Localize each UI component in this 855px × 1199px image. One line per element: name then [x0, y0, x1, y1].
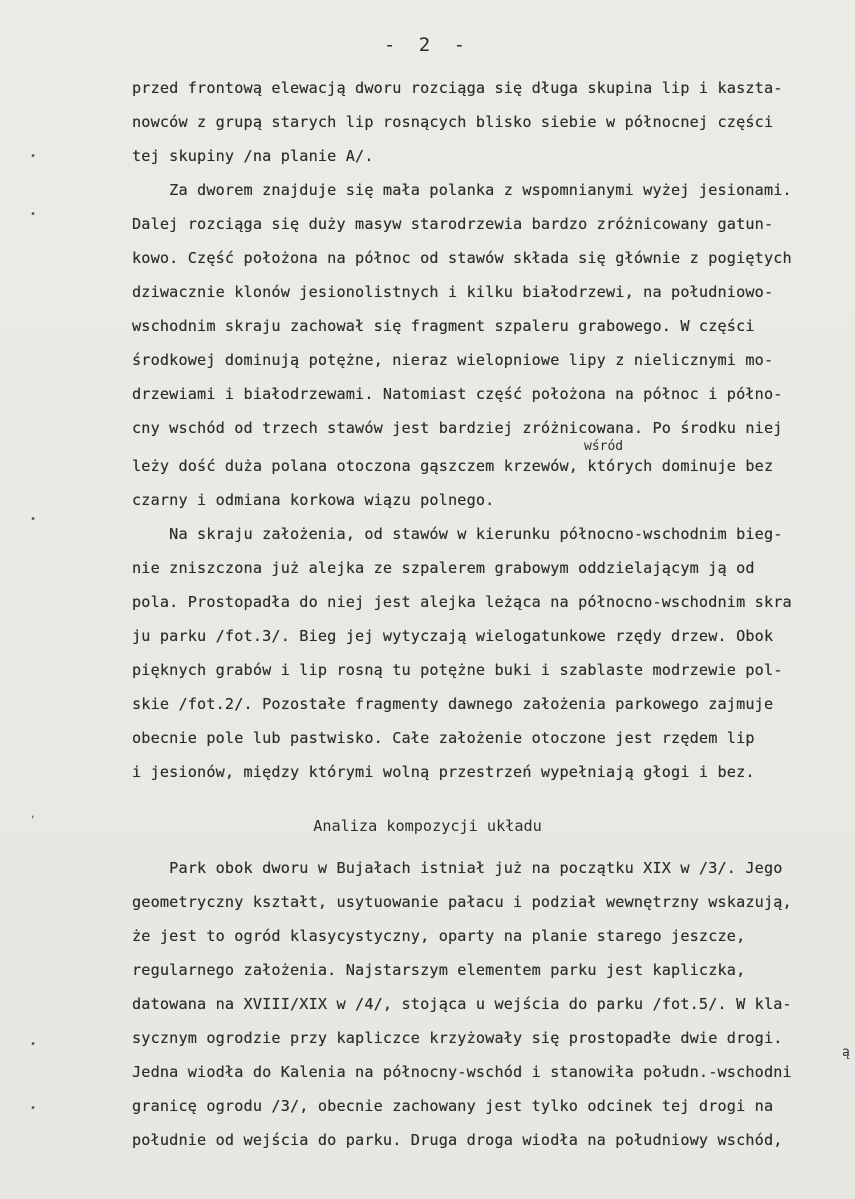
text-line: dziwacznie klonów jesionolistnych i kilku białodrzewi, na południowo-	[132, 283, 774, 301]
text-line: Park obok dworu w Bujałach istniał już na początku XIX w /3/. Jego	[132, 859, 783, 877]
handwritten-insertion: wśród	[584, 439, 624, 454]
text-line: środkowej dominują potężne, nieraz wielopniowe lipy z nielicznymi mo-	[132, 351, 774, 369]
page-number: - 2 -	[383, 34, 472, 56]
section-heading: Analiza kompozycji układu	[313, 817, 542, 835]
text-line: datowana na XVIII/XIX w /4/, stojąca u wejścia do parku /fot.5/. W kla-	[132, 995, 792, 1013]
handwritten-insertion: ą	[842, 1045, 850, 1060]
text-line: sycznym ogrodzie przy kapliczce krzyżowały się prostopadłe dwie drogi.	[132, 1029, 783, 1047]
margin-mark: ,	[30, 809, 37, 820]
text-line: Za dworem znajduje się mała polanka z wspomnianymi wyżej jesionami.	[132, 181, 792, 199]
text-line: granicę ogrodu /3/, obecnie zachowany jest tylko odcinek tej drogi na	[132, 1097, 774, 1115]
text-line: obecnie pole lub pastwisko. Całe założenie otoczone jest rzędem lip	[132, 729, 755, 747]
text-line: skie /fot.2/. Pozostałe fragmenty dawnego założenia parkowego zajmuje	[132, 695, 774, 713]
text-line: leży dość duża polana otoczona gąszczem krzewów, których dominuje bez	[132, 457, 774, 475]
margin-mark: •	[30, 1039, 37, 1050]
text-line: tej skupiny /na planie A/.	[132, 147, 374, 165]
text-line: regularnego założenia. Najstarszym elementem parku jest kapliczka,	[132, 961, 746, 979]
text-line: że jest to ogród klasycystyczny, oparty na planie starego jeszcze,	[132, 927, 746, 945]
text-line: pola. Prostopadła do niej jest alejka leżąca na północno-wschodnim skra	[132, 593, 792, 611]
text-line: kowo. Część położona na północ od stawów składa się głównie z pogiętych	[132, 249, 792, 267]
text-line: nie zniszczona już alejka ze szpalerem grabowym oddzielającym ją od	[132, 559, 755, 577]
text-line: pięknych grabów i lip rosną tu potężne buki i szablaste modrzewie pol-	[132, 661, 783, 679]
text-line: i jesionów, między którymi wolną przestrzeń wypełniają głogi i bez.	[132, 763, 755, 781]
text-line: przed frontową elewacją dworu rozciąga się długa skupina lip i kaszta-	[132, 79, 783, 97]
text-line: cny wschód od trzech stawów jest bardziej zróżnicowana. Po środku niej	[132, 419, 783, 437]
margin-mark: •	[30, 514, 37, 525]
margin-mark: •	[30, 209, 37, 220]
text-line: geometryczny kształt, usytuowanie pałacu i podział wewnętrzny wskazują,	[132, 893, 792, 911]
text-line: Jedna wiodła do Kalenia na północny-wschód i stanowiła połudn.-wschodni	[132, 1063, 792, 1081]
text-line: drzewiami i białodrzewami. Natomiast część położona na północ i półno-	[132, 385, 783, 403]
text-line: Na skraju założenia, od stawów w kierunku północno-wschodnim bieg-	[132, 525, 783, 543]
margin-mark: •	[30, 1103, 37, 1114]
text-line: nowców z grupą starych lip rosnących blisko siebie w północnej części	[132, 113, 774, 131]
text-line: południe od wejścia do parku. Druga droga wiodła na południowy wschód,	[132, 1131, 783, 1149]
text-line: Dalej rozciąga się duży masyw starodrzewia bardzo zróżnicowany gatun-	[132, 215, 774, 233]
text-line: czarny i odmiana korkowa wiązu polnego.	[132, 491, 495, 509]
text-line: wschodnim skraju zachował się fragment szpaleru grabowego. W części	[132, 317, 755, 335]
margin-mark: •	[30, 151, 37, 162]
text-line: ju parku /fot.3/. Bieg jej wytyczają wielogatunkowe rzędy drzew. Obok	[132, 627, 774, 645]
